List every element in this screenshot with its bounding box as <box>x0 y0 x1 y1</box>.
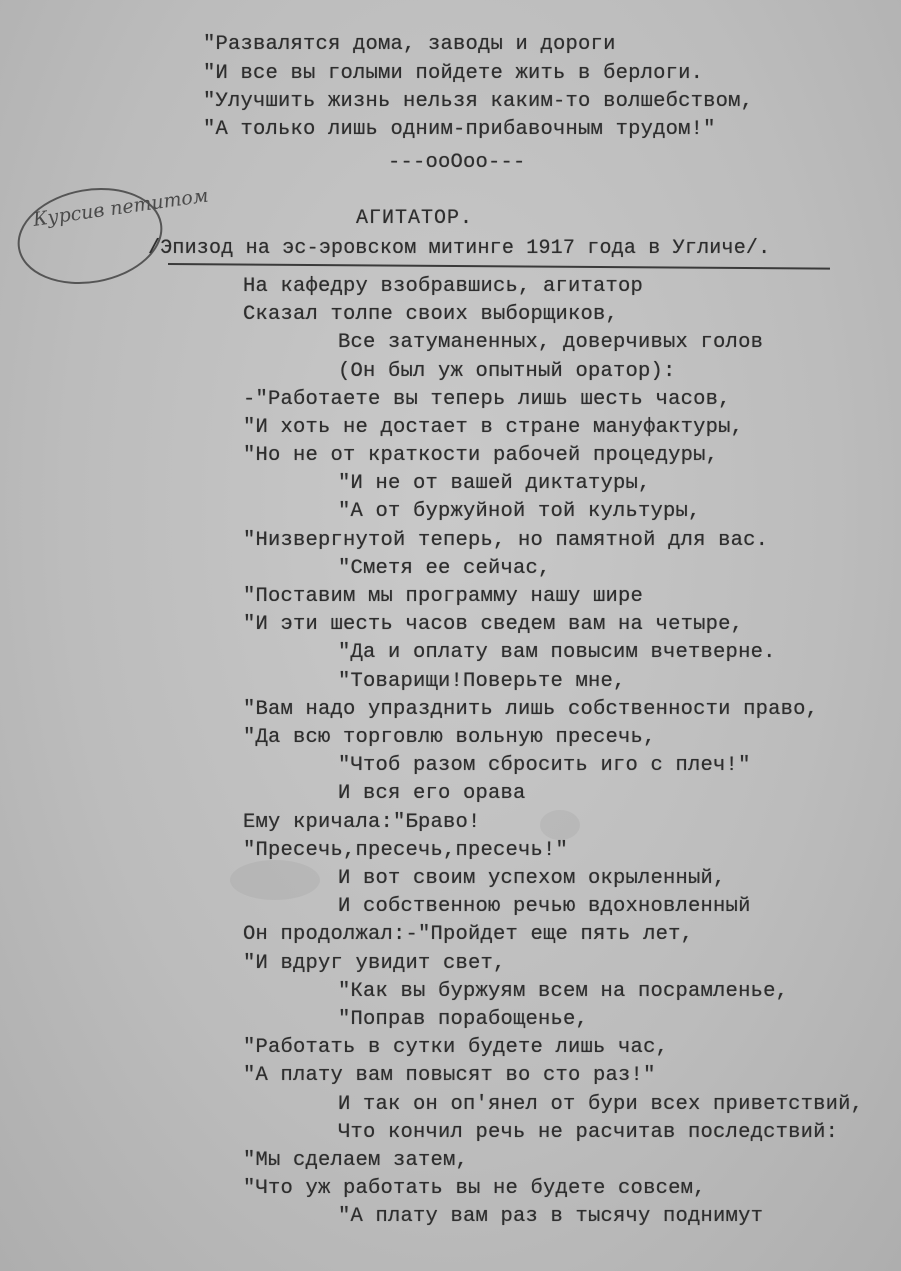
paper-stain <box>540 810 580 840</box>
poem-line: И вот своим успехом окрыленный, <box>338 867 726 890</box>
poem-line: "Что уж работать вы не будете совсем, <box>243 1177 706 1200</box>
intro-line: "Развалятся дома, заводы и дороги <box>203 33 616 56</box>
poem-line: "Вам надо упразднить лишь собственности право, <box>243 698 819 721</box>
poem-line: На кафедру взобравшись, агитатор <box>243 275 644 298</box>
poem-line: "Чтоб разом сбросить иго с плеч!" <box>338 754 751 777</box>
poem-line: "Товарищи!Поверьте мне, <box>338 670 626 693</box>
poem-line: "А плату вам раз в тысячу поднимут <box>338 1205 764 1228</box>
intro-line: "Улучшить жизнь нельзя каким-то волшебством, <box>203 90 754 113</box>
poem-title: АГИТАТОР. <box>356 207 474 230</box>
poem-line: Он продолжал:-"Пройдет еще пять лет, <box>243 923 694 946</box>
poem-line: (Он был уж опытный оратор): <box>338 360 676 383</box>
poem-line: И собственною речью вдохновленный <box>338 895 751 918</box>
poem-line: Сказал толпе своих выборщиков, <box>243 303 619 326</box>
poem-line: Что кончил речь не расчитав последствий: <box>338 1121 839 1144</box>
poem-line: "И хоть не достает в стране мануфактуры, <box>243 416 744 439</box>
poem-line: "А плату вам повысят во сто раз!" <box>243 1064 656 1087</box>
intro-line: "А только лишь одним-прибавочным трудом!" <box>203 118 716 141</box>
margin-note-text: Курсив петитом <box>31 184 210 231</box>
poem-line: "И вдруг увидит свет, <box>243 952 506 975</box>
poem-line: "И эти шесть часов сведем вам на четыре, <box>243 613 744 636</box>
poem-line: "Сметя ее сейчас, <box>338 557 551 580</box>
poem-line: "И не от вашей диктатуры, <box>338 472 651 495</box>
poem-line: И так он оп'янел от бури всех приветствий, <box>338 1093 864 1116</box>
title-underline <box>168 263 830 270</box>
poem-line: Все затуманенных, доверчивых голов <box>338 331 764 354</box>
poem-line: "Работать в сутки будете лишь час, <box>243 1036 669 1059</box>
poem-line: Ему кричала:"Браво! <box>243 811 481 834</box>
poem-line: И вся его орава <box>338 782 526 805</box>
poem-line: "Поправ порабощенье, <box>338 1008 589 1031</box>
poem-line: "Да и оплату вам повысим вчетверне. <box>338 641 776 664</box>
poem-subtitle: /Эпизод на эс-эровском митинге 1917 года в Угличе/. <box>148 237 771 260</box>
poem-line: "Пресечь,пресечь,пресечь!" <box>243 839 569 862</box>
poem-line: "Низвергнутой теперь, но памятной для вас. <box>243 529 769 552</box>
separator: ---ооОоо--- <box>388 151 526 174</box>
poem-line: "Как вы буржуям всем на посрамленье, <box>338 980 789 1003</box>
poem-line: "А от буржуйной той культуры, <box>338 500 701 523</box>
poem-line: "Поставим мы программу нашу шире <box>243 585 644 608</box>
poem-line: "Да всю торговлю вольную пресечь, <box>243 726 656 749</box>
poem-line: "Но не от краткости рабочей процедуры, <box>243 444 719 467</box>
paper-stain <box>230 860 320 900</box>
intro-line: "И все вы голыми пойдете жить в берлоги. <box>203 62 704 85</box>
poem-line: -"Работаете вы теперь лишь шесть часов, <box>243 388 731 411</box>
poem-line: "Мы сделаем затем, <box>243 1149 469 1172</box>
